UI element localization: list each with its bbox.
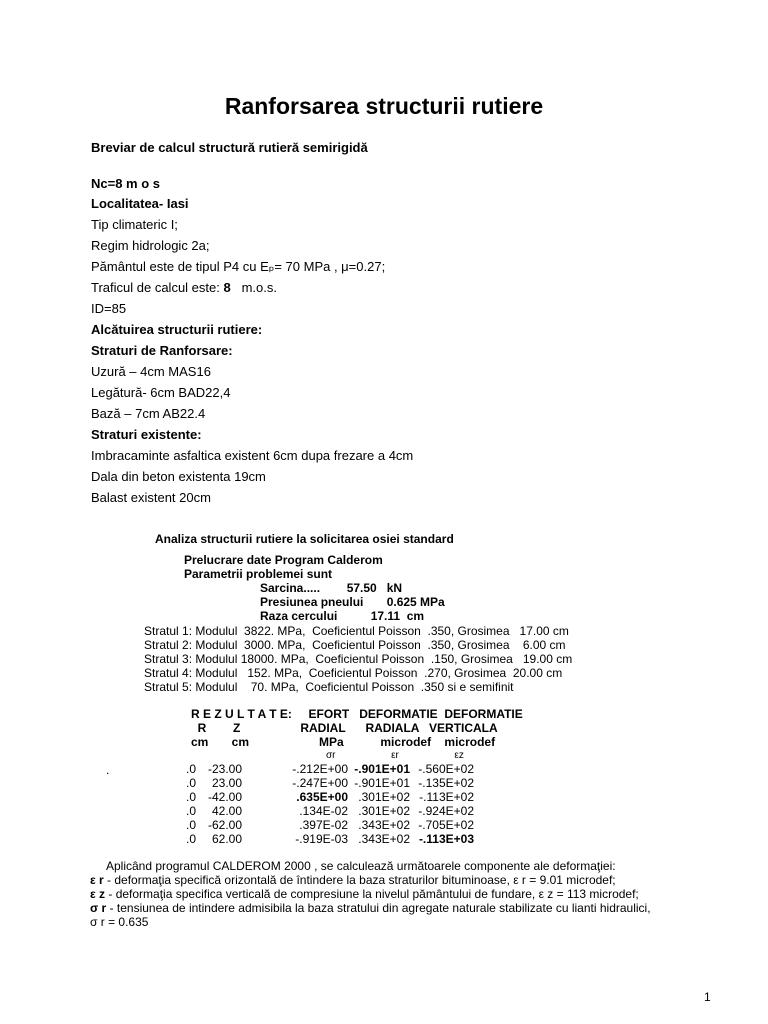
cell-vertical-strain: -.135E+02 [418, 776, 474, 790]
cell-radial-stress: -.919E-03 [295, 832, 348, 846]
analysis-heading: Analiza structurii rutiere la solicitarea osiei standard [155, 532, 454, 546]
table-row [186, 762, 474, 776]
stratul-line: Stratul 4: Modulul 152. MPa, Coeficientul Poisson .270, Grosimea 20.00 cm [144, 666, 563, 680]
cell-z: 23.00 [212, 776, 243, 790]
cell-vertical-strain: -.705E+02 [418, 818, 474, 832]
sarcina-line: Sarcina..... 57.50 kN [260, 581, 403, 595]
climate-line: Tip climateric I; [91, 217, 178, 232]
cell-r: .0 [186, 776, 197, 790]
table-row [186, 832, 474, 846]
cell-r: .0 [186, 790, 197, 804]
table-row [186, 776, 474, 790]
ranforsare-item: Bază – 7cm AB22.4 [91, 406, 206, 421]
cell-radial-strain: .301E+02 [358, 790, 410, 804]
epsilon-r-text: - deformaţia specifică orizontală de întindere la baza straturilor bituminoase, ε r = 9.01 microdef; [103, 873, 616, 887]
subtitle: Breviar de calcul structură rutieră semirigidă [91, 140, 368, 155]
cell-radial-strain: -.901E+01 [354, 762, 410, 776]
stratul-line: Stratul 2: Modulul 3000. MPa, Coeficientul Poisson .350, Grosimea 6.00 cm [144, 638, 566, 652]
parametrii-line: Parametrii problemei sunt [184, 567, 333, 581]
ranforsare-item: Uzură – 4cm MAS16 [91, 364, 211, 379]
cell-r: .0 [186, 832, 197, 846]
epsilon-z-symbol: ε z [90, 887, 106, 901]
results-header-1: R E Z U L T A T E: EFORT DEFORMATIE DEFORMATIE [191, 707, 523, 721]
traffic-unit: m.o.s. [241, 280, 277, 295]
ranforsare-heading: Straturi de Ranforsare: [91, 343, 233, 358]
soil-line: Pământul este de tipul P4 cu Eₚ= 70 MPa , μ=0.27; [91, 259, 386, 274]
raza-line: Raza cercului 17.11 cm [260, 609, 425, 623]
cell-vertical-strain: -.113E+02 [419, 790, 474, 804]
traffic-value: 8 [223, 280, 231, 295]
ranforsare-item: Legătură- 6cm BAD22,4 [91, 385, 231, 400]
stratul-line: Stratul 1: Modulul 3822. MPa, Coeficientul Poisson .350, Grosimea 17.00 cm [144, 624, 569, 638]
table-row [186, 790, 474, 804]
cell-vertical-strain: -.924E+02 [418, 804, 474, 818]
page-number: 1 [704, 990, 711, 1004]
cell-radial-strain: -.901E+01 [354, 776, 410, 790]
cell-radial-strain: .301E+02 [358, 804, 410, 818]
cell-vertical-strain: -.560E+02 [418, 762, 474, 776]
results-header-2: R Z RADIAL RADIALA VERTICALA [191, 721, 498, 735]
results-header-symbols: σr εr εz [326, 750, 464, 761]
cell-z: -62.00 [208, 818, 243, 832]
alcatuire-heading: Alcătuirea structurii rutiere: [91, 322, 263, 337]
stratul-line: Stratul 3: Modulul 18000. MPa, Coeficientul Poisson .150, Grosimea 19.00 cm [144, 652, 573, 666]
traffic-prefix: Traficul de calcul este: [91, 280, 220, 295]
conclusion-intro: Aplicând programul CALDEROM 2000 , se calculează următoarele componente ale deformaţiei: [106, 859, 616, 873]
existente-item: Balast existent 20cm [91, 490, 211, 505]
cell-r: .0 [186, 818, 197, 832]
cell-z: -23.00 [208, 762, 243, 776]
stray-dot: . [106, 763, 110, 777]
epsilon-r-symbol: ε r [90, 873, 104, 887]
table-row [186, 804, 474, 818]
sigma-r-text: - tensiunea de intindere admisibila la baza stratului din agregate naturale stabilizate cu lianti hidraulici, [106, 901, 651, 915]
hydro-line: Regim hidrologic 2a; [91, 238, 210, 253]
cell-radial-stress: .134E-02 [299, 804, 348, 818]
cell-z: 62.00 [212, 832, 243, 846]
cell-r: .0 [186, 762, 197, 776]
sigma-r-value: σ r = 0.635 [90, 915, 149, 929]
cell-radial-stress: .397E-02 [299, 818, 348, 832]
existente-item: Dala din beton existenta 19cm [91, 469, 266, 484]
stratul-line: Stratul 5: Modulul 70. MPa, Coeficientul Poisson .350 si e semifinit [144, 680, 514, 694]
epsilon-z-text: - deformaţia specifica verticală de compresiune la nivelul pământului de fundare, ε z = 113 microdef; [105, 887, 639, 901]
sigma-r-symbol: σ r [90, 901, 107, 915]
cell-radial-strain: .343E+02 [358, 818, 410, 832]
existente-item: Imbracaminte asfaltica existent 6cm dupa frezare a 4cm [91, 448, 414, 463]
cell-radial-stress: -.212E+00 [292, 762, 348, 776]
prelucrare-line: Prelucrare date Program Calderom [184, 553, 383, 567]
localitate-line: Localitatea- Iasi [91, 196, 189, 211]
traffic-line [91, 280, 277, 295]
cell-r: .0 [186, 804, 197, 818]
table-row [186, 818, 474, 832]
cell-vertical-strain: -.113E+03 [418, 832, 474, 846]
nc-line: Nc=8 m o s [91, 176, 161, 191]
cell-z: 42.00 [212, 804, 243, 818]
cell-radial-strain: .343E+02 [358, 832, 410, 846]
conclusion-er [90, 873, 616, 887]
existente-heading: Straturi existente: [91, 427, 202, 442]
cell-z: -42.00 [208, 790, 243, 804]
conclusion-sr [90, 901, 651, 915]
conclusion-ez [90, 887, 639, 901]
results-header-3: cm cm MPa microdef microdef [191, 735, 496, 749]
id-line: ID=85 [91, 301, 127, 316]
page-title: Ranforsarea structurii rutiere [224, 93, 544, 119]
cell-radial-stress: .635E+00 [296, 790, 348, 804]
presiunea-line: Presiunea pneului 0.625 MPa [260, 595, 445, 609]
cell-radial-stress: -.247E+00 [292, 776, 348, 790]
results-table [186, 762, 474, 846]
